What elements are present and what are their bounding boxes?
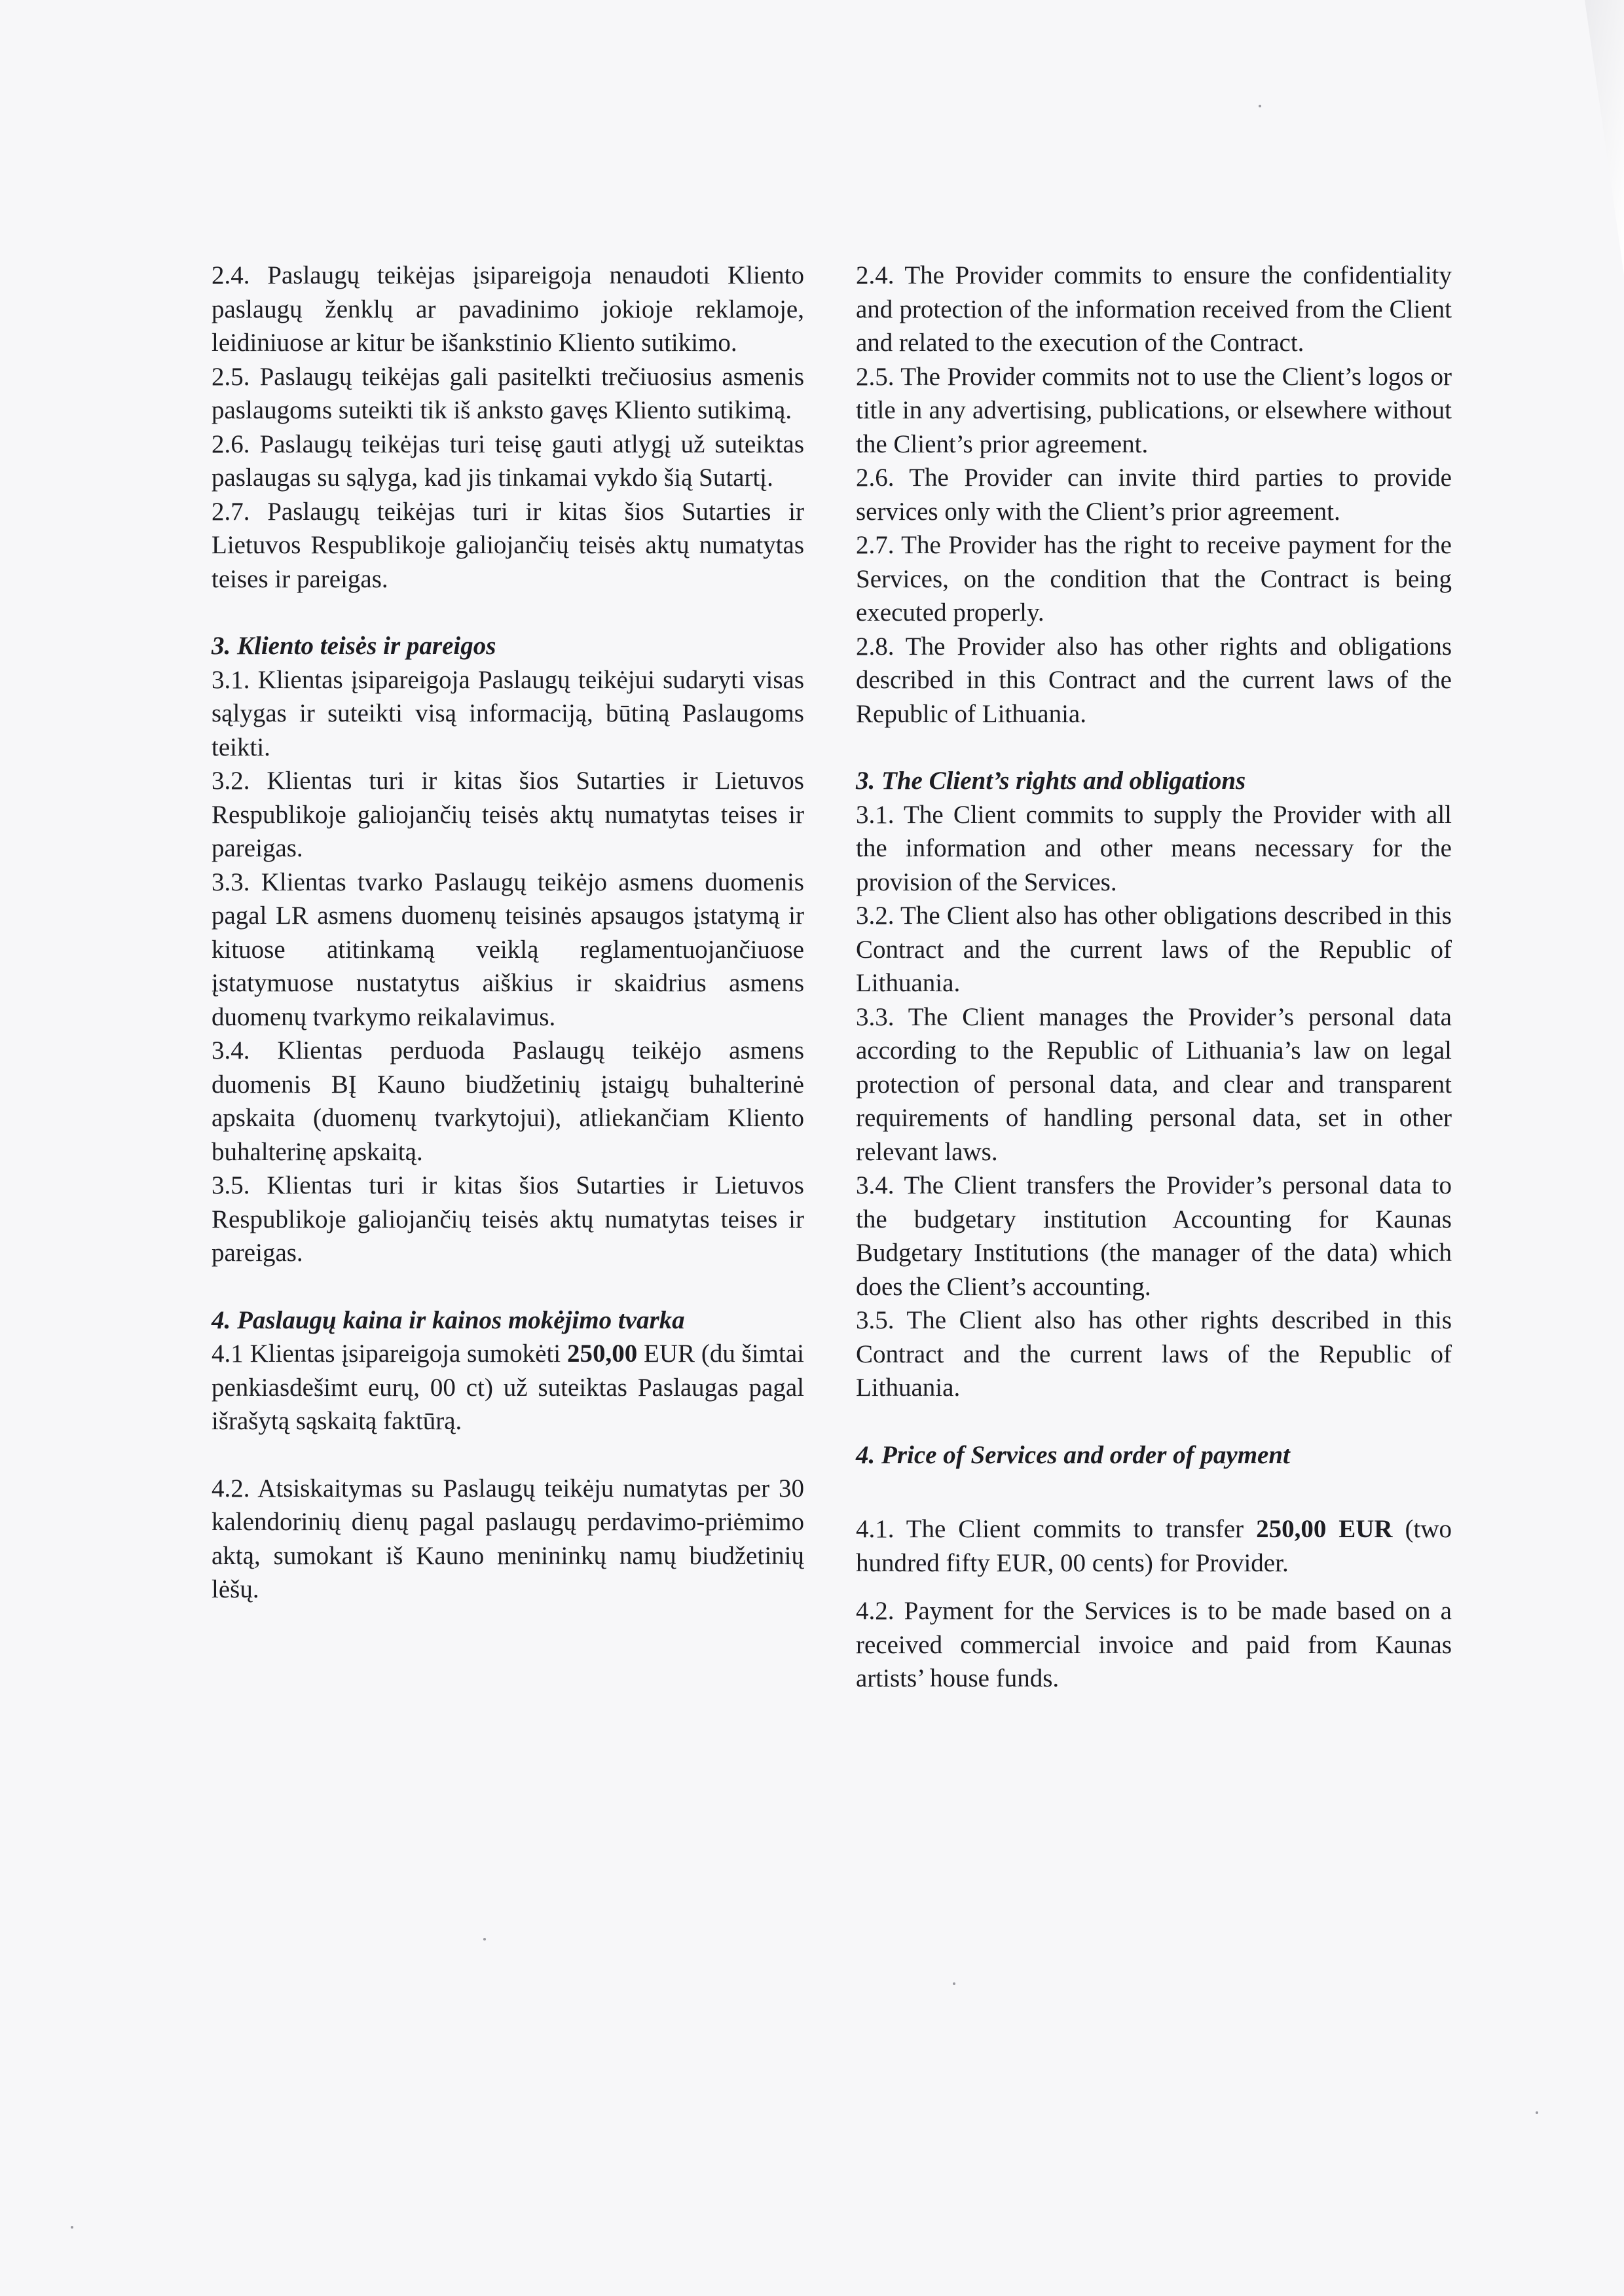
clause-2-4-lt: 2.4. Paslaugų teikėjas įsipareigoja nenaudoti Kliento paslaugų ženklų ar pavadinimo jokioje reklamoje, leidiniuose ar kitur be išankstinio Kliento sutikimo. <box>212 261 804 357</box>
clause-3-4-lt: 3.4. Klientas perduoda Paslaugų teikėjo asmens duomenis BĮ Kauno biudžetinių įstaigų buhalterinė apskaita (duomenų tvarkytojui), atliekančiam Kliento buhalterinę apskaitą. <box>212 1036 804 1166</box>
clause-4-1-lt-text-start: 4.1 Klientas įsipareigoja sumokėti <box>212 1339 567 1368</box>
clause-3-2-en: 3.2. The Client also has other obligations described in this Contract and the current laws of the Republic of Lithuania. <box>856 902 1452 997</box>
clause-2-7-en: 2.7. The Provider has the right to receive payment for the Services, on the condition that the Contract is being executed properly. <box>856 531 1452 627</box>
clause-3-3-en: 3.3. The Client manages the Provider’s personal data according to the Republic of Lithuania’s law on legal protection of personal data, and clear and transparent requirements of handling personal data, set in other relevant laws. <box>856 1002 1452 1166</box>
scan-speck <box>1259 105 1261 107</box>
page-corner-shadow <box>1526 0 1624 275</box>
section-4-heading-lt: 4. Paslaugų kaina ir kainos mokėjimo tvarka <box>212 1305 685 1334</box>
clause-2-6-lt: 2.6. Paslaugų teikėjas turi teisę gauti atlygį už suteiktas paslaugas su sąlyga, kad jis tinkamai vykdo šią Sutartį. <box>212 429 804 492</box>
clause-2-5-en: 2.5. The Provider commits not to use the Client’s logos or title in any advertising, publications, or elsewhere without the Client’s prior agreement. <box>856 362 1452 458</box>
clause-2-8-en: 2.8. The Provider also has other rights and obligations described in this Contract and the current laws of the Republic of Lithuania. <box>856 632 1452 728</box>
scan-speck <box>483 1938 486 1941</box>
clause-4-2-en: 4.2. Payment for the Services is to be made based on a received commercial invoice and paid from Kaunas artists’ house funds. <box>856 1597 1452 1692</box>
clause-3-2-lt: 3.2. Klientas turi ir kitas šios Sutarties ir Lietuvos Respublikoje galiojančių teisės aktų numatytas teises ir pareigas. <box>212 767 804 862</box>
section-3-heading-lt: 3. Kliento teisės ir pareigos <box>212 632 496 660</box>
clause-3-1-en: 3.1. The Client commits to supply the Provider with all the information and other means necessary for the provision of the Services. <box>856 800 1452 896</box>
section-4-heading-en: 4. Price of Services and order of payment <box>856 1440 1290 1469</box>
english-column <box>856 259 1452 1696</box>
clause-4-1-lt <box>212 1337 804 1438</box>
clause-4-1-lt-amount: 250,00 <box>566 1339 638 1368</box>
clause-4-1-en-text-end: (two hundred fifty EUR, 00 cents) for Provider. <box>856 1515 1452 1577</box>
clause-3-3-lt: 3.3. Klientas tvarko Paslaugų teikėjo asmens duomenis pagal LR asmens duomenų teisinės apsaugos įstatymą ir kituose atitinkamą veiklą reglamentuojančiuose įstatymuose nustatytus aiškius ir skaidrius asmens duomenų tvarkymo reikalavimus. <box>212 867 804 1031</box>
lithuanian-column <box>212 259 804 1607</box>
scan-speck <box>71 2226 73 2229</box>
clause-2-4-en: 2.4. The Provider commits to ensure the confidentiality and protection of the information received from the Client and related to the execution of the Contract. <box>856 261 1452 357</box>
clause-2-5-lt: 2.5. Paslaugų teikėjas gali pasitelkti trečiuosius asmenis paslaugoms suteikti tik iš anksto gavęs Kliento sutikimą. <box>212 362 804 424</box>
clause-4-1-en <box>856 1512 1452 1580</box>
clause-3-1-lt: 3.1. Klientas įsipareigoja Paslaugų teikėjui sudaryti visas sąlygas ir suteikti visą informaciją, būtiną Paslaugoms teikti. <box>212 665 804 761</box>
clause-4-1-lt-text-end: EUR (du šimtai penkiasdešimt eurų, 00 ct) už suteiktas Paslaugas pagal išrašytą sąskaitą faktūrą. <box>212 1339 804 1435</box>
clause-3-4-en: 3.4. The Client transfers the Provider’s personal data to the budgetary institution Accounting for Kaunas Budgetary Institutions (the manager of the data) which does the Client’s accounting. <box>856 1171 1452 1301</box>
clause-4-1-en-amount: 250,00 EUR <box>1256 1515 1393 1543</box>
section-3-heading-en: 3. The Client’s rights and obligations <box>856 767 1246 795</box>
scan-speck <box>953 1982 955 1985</box>
clause-2-6-en: 2.6. The Provider can invite third parties to provide services only with the Client’s prior agreement. <box>856 464 1452 526</box>
clause-4-2-lt: 4.2. Atsiskaitymas su Paslaugų teikėju numatytas per 30 kalendorinių dienų pagal paslaugų perdavimo-priėmimo aktą, sumokant iš Kauno menininkų namų biudžetinių lėšų. <box>212 1474 804 1603</box>
scan-speck <box>1536 2111 1538 2114</box>
clause-2-7-lt: 2.7. Paslaugų teikėjas turi ir kitas šios Sutarties ir Lietuvos Respublikoje galiojančių teisės aktų numatytas teises ir pareigas. <box>212 497 804 593</box>
clause-3-5-lt: 3.5. Klientas turi ir kitas šios Sutarties ir Lietuvos Respublikoje galiojančių teisės aktų numatytas teises ir pareigas. <box>212 1171 804 1267</box>
clause-4-1-en-text-start: 4.1. The Client commits to transfer <box>856 1515 1257 1543</box>
clause-3-5-en: 3.5. The Client also has other rights described in this Contract and the current laws of the Republic of Lithuania. <box>856 1306 1452 1402</box>
